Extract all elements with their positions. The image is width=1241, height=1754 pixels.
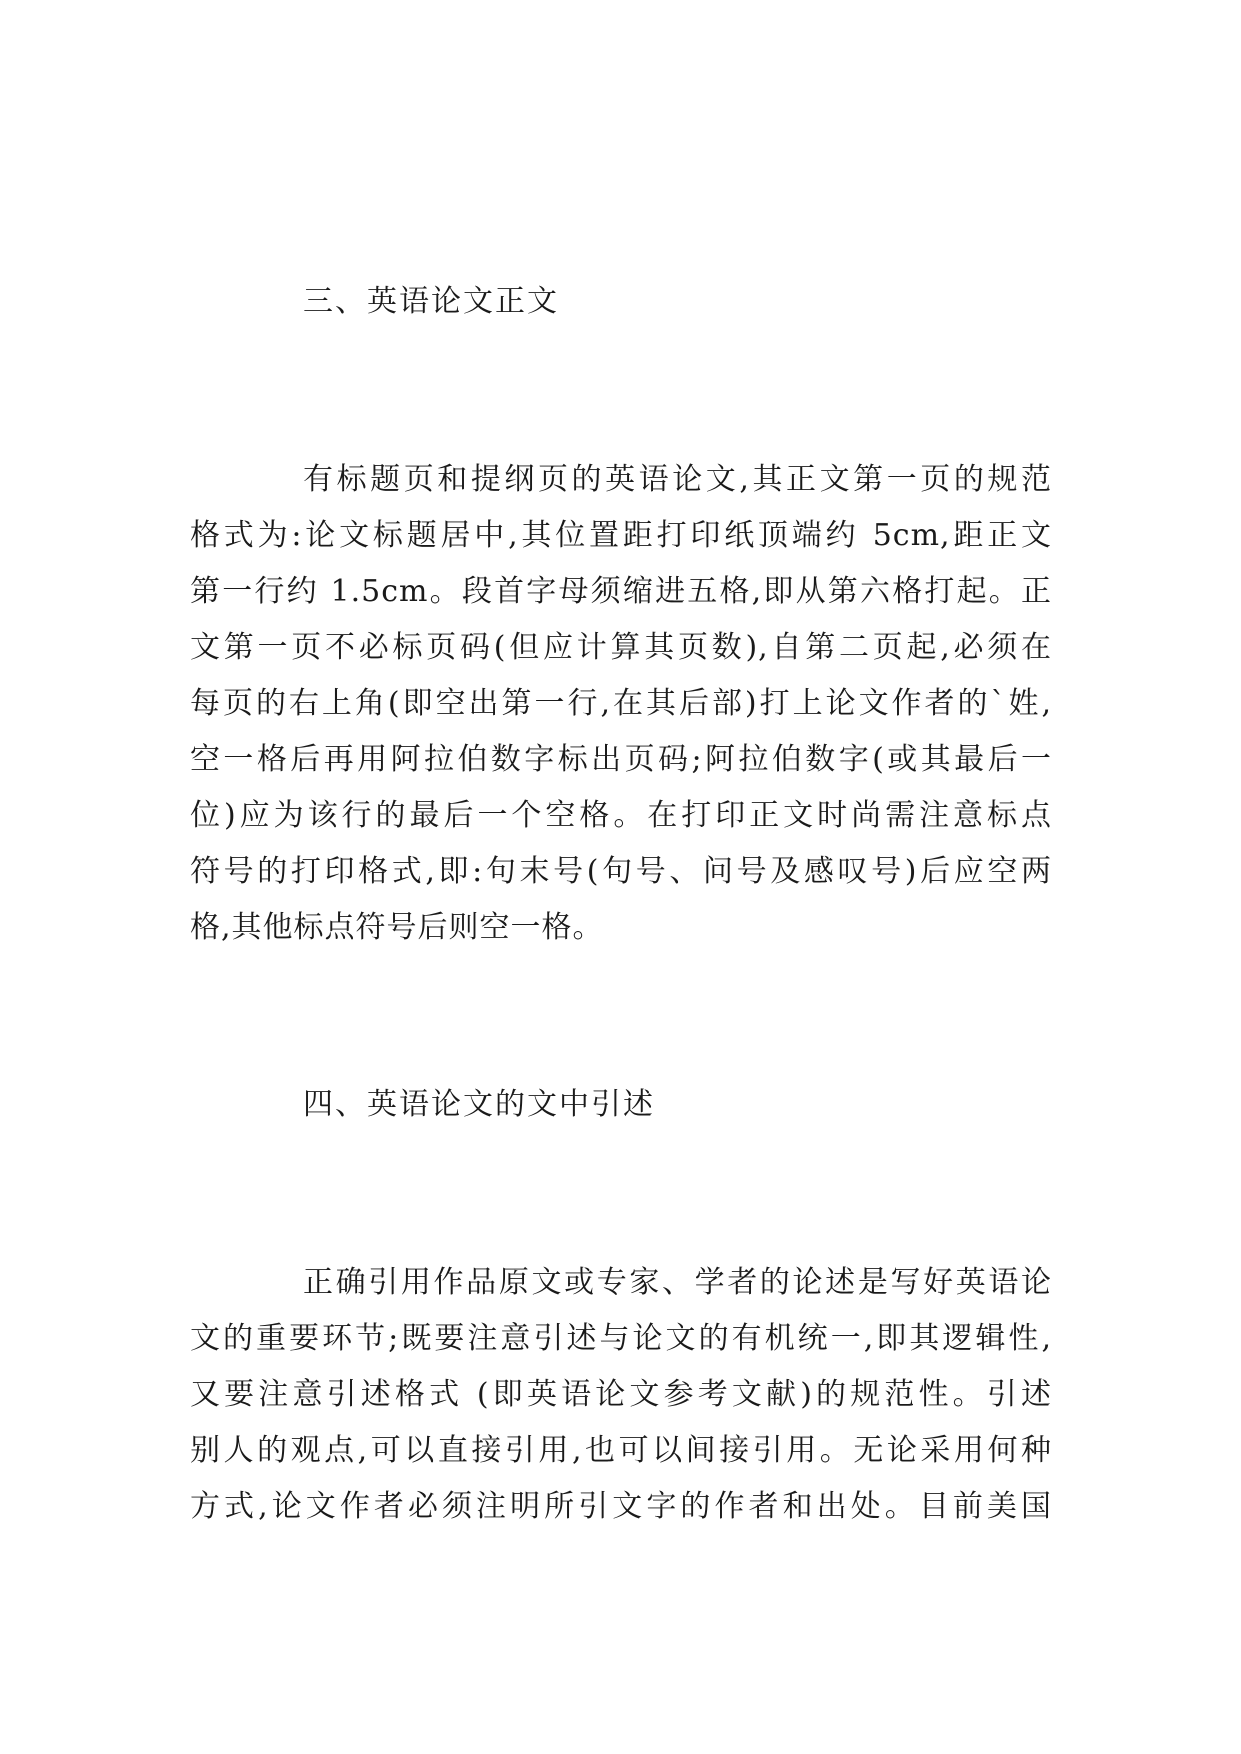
paragraph-line: 又要注意引述格式 (即英语论文参考文献)的规范性。引述	[190, 1377, 1052, 1412]
paragraph-line: 格,其他标点符号后则空一格。	[190, 910, 604, 945]
paragraph-line: 正确引用作品原文或专家、学者的论述是写好英语论	[303, 1265, 1052, 1300]
paragraph-line: 文的重要环节;既要注意引述与论文的有机统一,即其逻辑性,	[190, 1321, 1052, 1356]
paragraph-line: 空一格后再用阿拉伯数字标出页码;阿拉伯数字(或其最后一	[190, 742, 1052, 777]
paragraph-line: 第一行约 1.5cm。段首字母须缩进五格,即从第六格打起。正	[190, 574, 1052, 609]
paragraph-line: 每页的右上角(即空出第一行,在其后部)打上论文作者的`姓,	[190, 686, 1052, 721]
paragraph-line: 有标题页和提纲页的英语论文,其正文第一页的规范	[303, 462, 1052, 497]
paragraph-line: 方式,论文作者必须注明所引文字的作者和出处。目前美国	[190, 1489, 1052, 1524]
paragraph-line: 位)应为该行的最后一个空格。在打印正文时尚需注意标点	[190, 798, 1052, 833]
section-3-heading: 三、英语论文正文	[303, 284, 559, 319]
paragraph-line: 文第一页不必标页码(但应计算其页数),自第二页起,必须在	[190, 630, 1052, 665]
paragraph-line: 别人的观点,可以直接引用,也可以间接引用。无论采用何种	[190, 1433, 1052, 1468]
section-4-heading: 四、英语论文的文中引述	[303, 1087, 655, 1122]
paragraph-line: 格式为:论文标题居中,其位置距打印纸顶端约 5cm,距正文	[190, 518, 1052, 553]
paragraph-line: 符号的打印格式,即:句末号(句号、问号及感叹号)后应空两	[190, 854, 1052, 889]
